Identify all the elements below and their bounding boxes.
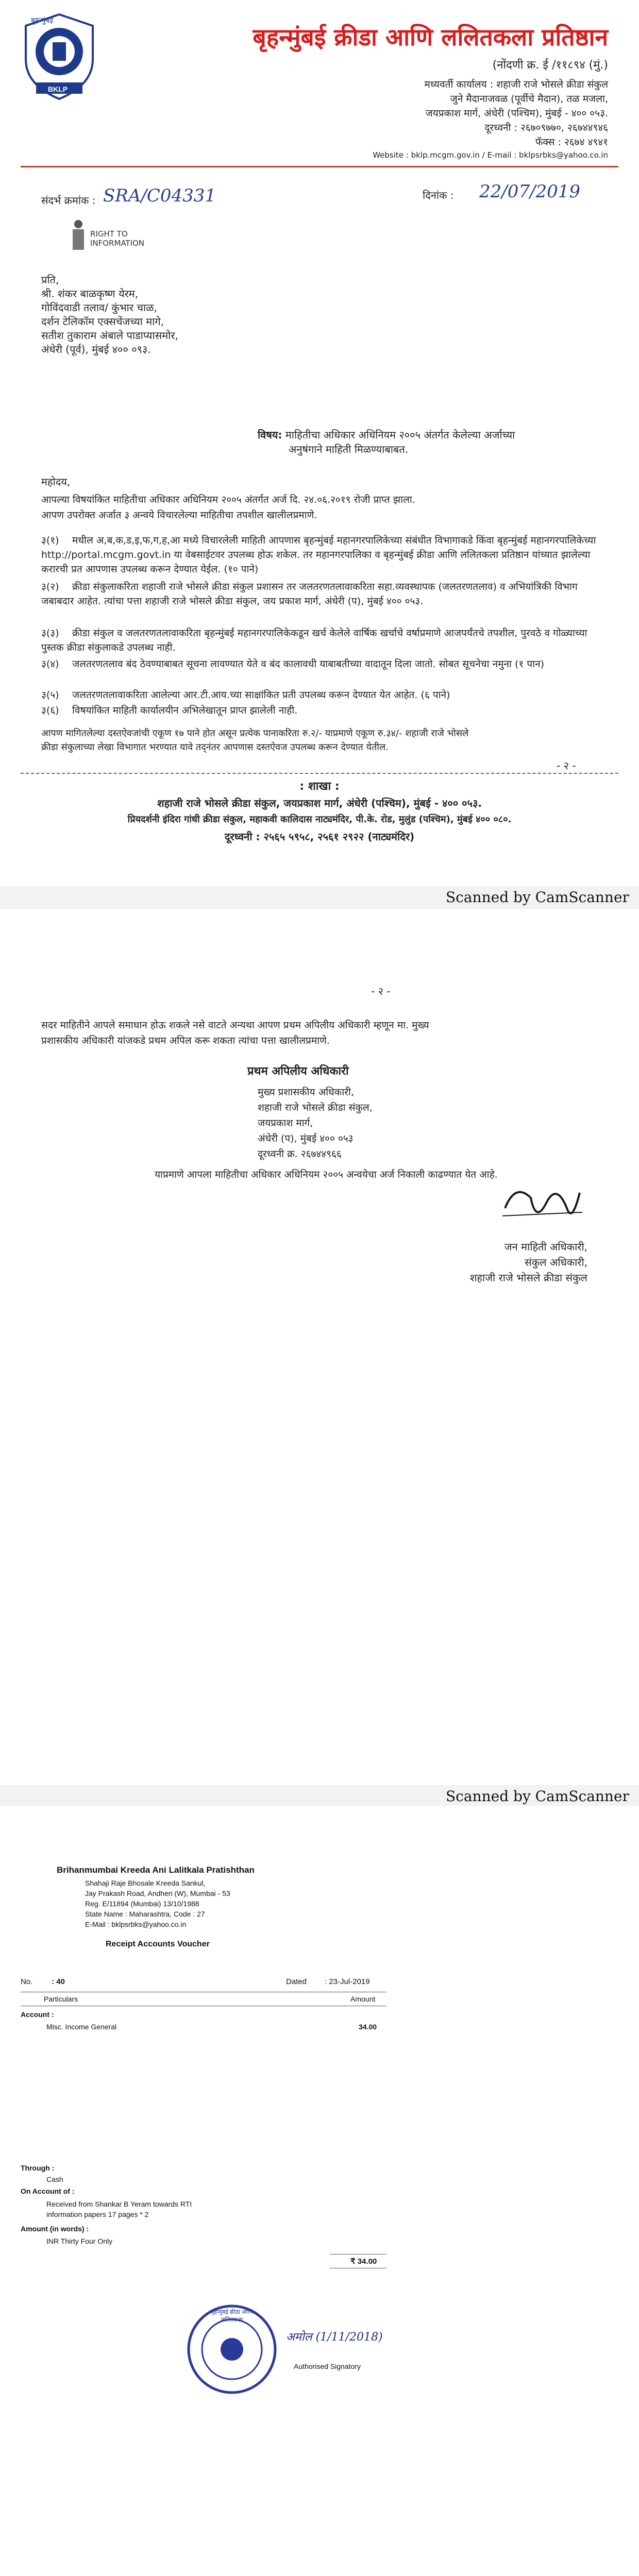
org-title: बृहन्मुंबई क्रीडा आणि ललितकला प्रतिष्ठान xyxy=(253,23,608,51)
total-rule xyxy=(330,2254,386,2255)
item-text: विषयांकित माहिती कार्यालयीन अभिलेखातून प्राप्त झालेली नाही. xyxy=(72,705,298,716)
branch-address: प्रियदर्शनी इंदिरा गांधी क्रीडा संकुल, महाकवी कालिदास नाट्यमंदिर, पी.के. रोड, मुलुंड (पश्चिम), मुंबई ४०० ०८०. xyxy=(127,814,512,825)
seal-top-text: बृहन्मुंबई xyxy=(31,16,54,24)
rti-figure-icon xyxy=(70,219,87,251)
header-divider xyxy=(21,166,618,167)
branch-phone: दूरध्वनी : २५६५ ५९५८, २५६१ २९२२ (नाट्यमंदिर) xyxy=(224,831,415,843)
item-text: क्रीडा संकुलाकरिता शहाजी राजे भोसले क्रीडा संकुल प्रशासन तर जलतरणतलावाकरिता सहा.व्यवस्थापक (जलतरणतलाव) व अभियांत्रिकी विभाग जबाबदार आहेत. त्यांचा पत्ता शहाजी राजे भोसले क्रीडा संकुल, जय प्रकाश मार्ग, अंधेरी (प), मुंबई ४०० ०५३. xyxy=(41,581,578,607)
column-header-amount: Amount xyxy=(350,1995,376,2003)
answer-item xyxy=(41,580,598,608)
voucher-org-name: Brihanmumbai Kreeda Ani Lalitkala Pratishthan xyxy=(57,1865,255,1875)
subject-block xyxy=(258,428,608,456)
answer-item xyxy=(41,626,598,655)
on-account-line: information papers 17 pages * 2 xyxy=(46,2210,149,2218)
answer-item xyxy=(41,533,598,577)
item-number: ३(१) xyxy=(41,535,59,546)
date-value: 22/07/2019 xyxy=(479,181,580,202)
answer-item xyxy=(41,703,598,718)
signatory-line: शहाजी राजे भोसले क्रीडा संकुल xyxy=(469,1272,587,1284)
item-number: ३(२) xyxy=(41,581,59,592)
address-line: गोविंदवाडी तलाव/ कुंभार चाळ, xyxy=(41,301,157,314)
item-text: क्रीडा संकुल व जलतरणतलावाकरिता बृहन्मुंबई महानगरपालिकेकडून खर्च केलेले वार्षिक खर्चाचे वर्षाप्रमाणे आजपर्यंतचे तपशील, पुरवठे व गोळ्याच्या पुस्तक क्रीडा संकुलाकडे उपलब्ध नाही. xyxy=(41,628,587,653)
account-value: Misc. Income General xyxy=(46,2023,117,2031)
voucher-address xyxy=(85,1878,230,1929)
letter-page-2 xyxy=(0,909,639,1785)
on-account-line: Received from Shankar B Yeram towards RTI xyxy=(46,2200,192,2208)
recipient-address xyxy=(41,273,598,357)
address-line: जुने मैदानाजवळ (पूर्वीचे मैदान), तळ मजला, xyxy=(450,93,608,105)
address-line: श्री. शंकर बाळकृष्ण येरम, xyxy=(41,287,139,300)
account-amount: 34.00 xyxy=(359,2023,377,2031)
address-line: Jay Prakash Road, Andheri (W), Mumbai - 53 xyxy=(85,1889,230,1897)
intro-line: आपण उपरोक्त अर्जात ३ अन्वये विचारलेल्या माहितीचा तपशील खालीलप्रमाणे. xyxy=(41,510,317,521)
voucher-no-value: : 40 xyxy=(52,1977,65,1986)
footer-divider xyxy=(21,773,618,774)
item-number: ३(६) xyxy=(41,705,59,716)
account-label: Account : xyxy=(21,2010,54,2019)
closing-paragraph xyxy=(41,726,598,754)
scanner-footer: Scanned by CamScanner xyxy=(446,1788,629,1805)
ref-label: संदर्भ क्रमांक : xyxy=(41,194,96,207)
through-label: Through : xyxy=(21,2164,55,2172)
column-header-particulars: Particulars xyxy=(44,1995,78,2003)
address-line: जयप्रकाश मार्ग, अंधेरी (पश्चिम), मुंबई - ४०० ०५३. xyxy=(425,108,608,119)
rti-logo-line: INFORMATION xyxy=(90,239,145,248)
signatory-line: जन माहिती अधिकारी, xyxy=(504,1241,587,1253)
address-line: State Name : Maharashtra, Code : 27 xyxy=(85,1910,205,1918)
closing-line: आपण मागितलेल्या दस्तऐवजांची एकूण १७ पाने होत असून प्रत्येक पानाकरिता रु.२/- याप्रमाणे एकूण रु.३४/- शहाजी राजे भोसले xyxy=(41,728,469,739)
registration-number: (नोंदणी क्र. ई /११८९४ (मुं.) xyxy=(492,59,608,72)
on-account-label: On Account of : xyxy=(21,2187,75,2195)
fax-line: फॅक्स : २६७४ ४९४१ xyxy=(535,137,608,148)
date-label: दिनांक : xyxy=(423,189,454,201)
address-line: अंधेरी (प), मुंबई ४०० ०५३ xyxy=(258,1133,354,1144)
appeal-paragraph xyxy=(41,1018,598,1048)
signatory-block xyxy=(392,1239,587,1285)
address-line: जयप्रकाश मार्ग, xyxy=(258,1117,313,1129)
intro-paragraph xyxy=(41,492,598,523)
branch-address: शहाजी राजे भोसले क्रीडा संकुल, जयप्रकाश मार्ग, अंधेरी (पश्चिम), मुंबई - ४०० ०५३. xyxy=(157,797,482,809)
address-line: प्रति, xyxy=(41,274,59,286)
amount-words-value: INR Thirty Four Only xyxy=(46,2237,113,2245)
act-line: याप्रमाणे आपला माहितीचा अधिकार अधिनियम २००५ अन्वयेचा अर्ज निकाली काढण्यात येत आहे. xyxy=(155,1169,498,1180)
through-value: Cash xyxy=(46,2175,63,2183)
page-number: - २ - xyxy=(371,985,391,997)
phone-line: दूरध्वनी : २६७०९७७०, २६७४४९४६ xyxy=(484,122,608,133)
closing-line: क्रीडा संकुलाच्या लेखा विभागात भरण्यात यावे तद्नंतर आपणास दस्तऐवज उपलब्ध करून देण्यात येतील. xyxy=(41,742,389,753)
ref-number: SRA/C04331 xyxy=(103,185,216,206)
address-line: मुख्य प्रशासकीय अधिकारी, xyxy=(258,1087,354,1098)
address-line: सतीश तुकाराम अंबाले पाडाप्यासमोर, xyxy=(41,329,178,342)
address-line: E-Mail : bklpsrbks@yahoo.co.in xyxy=(85,1920,187,1928)
answer-item xyxy=(41,657,598,671)
rti-logo-line: RIGHT TO xyxy=(90,229,128,239)
item-number: ३(४) xyxy=(41,658,59,670)
appeal-line: प्रशासकीय अधिकारी यांजकडे प्रथम अपिल करू शकता त्यांचा पत्ता खालीलप्रमाणे. xyxy=(41,1035,330,1046)
voucher-dated-label: Dated xyxy=(286,1977,307,1986)
on-account-text xyxy=(46,2199,192,2219)
voucher-title: Receipt Accounts Voucher xyxy=(106,1940,210,1948)
address-line: Reg. E/11894 (Mumbai) 13/10/1988 xyxy=(85,1900,199,1908)
voucher-no-label: No. xyxy=(21,1977,33,1986)
subject-line: अनुषंगाने माहिती मिळण्याबाबत. xyxy=(289,443,409,455)
scanner-footer: Scanned by CamScanner xyxy=(446,889,629,906)
item-text: मधील अ,ब,क,ड,इ,फ,ग,ह,आ मध्ये विचारलेली माहिती आपणास बृहन्मुंबई महानगरपालिकेच्या संबंधीत विभागाकडे किंवा बृहन्मुंबई महानगरपालिकेच्या http://portal.mcgm.govt.in या वेबसाईटवर उपलब्ध होऊ शकेल. तर महानगरपालिका व बृहन्मुंबई क्रीडा आणि ललितकला प्रतिष्ठान यांच्यात झालेल्या करारची प्रत आपणास उपलब्ध करून देण्यात येईल. (१० पाने) xyxy=(41,535,596,575)
authorised-signatory-label: Authorised Signatory xyxy=(294,2362,361,2370)
intro-line: आपल्या विषयांकित माहितीचा अधिकार अधिनियम २००५ अंतर्गत अर्ज दि. २४.०६.२०१९ रोजी प्राप्त झाला. xyxy=(41,494,415,505)
voucher-dated-value: : 23-Jul-2019 xyxy=(325,1977,370,1986)
branch-title: : शाखा : xyxy=(299,780,340,793)
item-number: ३(३) xyxy=(41,628,59,639)
signatory-line: संकुल अधिकारी, xyxy=(525,1256,587,1268)
seal-bottom-text: BKLP xyxy=(48,85,68,93)
address-line: दूरध्वनी क्र. २६७४४९६६ xyxy=(258,1148,342,1160)
rti-logo-text xyxy=(90,229,144,248)
address-line: Shahaji Raje Bhosale Kreeda Sankul, xyxy=(85,1879,206,1887)
appellate-address xyxy=(258,1084,567,1162)
answer-item xyxy=(41,688,598,702)
voucher-total: ₹ 34.00 xyxy=(350,2257,377,2266)
appellate-title: प्रथम अपिलीय अधिकारी xyxy=(247,1065,349,1078)
letter-page-1 xyxy=(0,0,639,886)
address-line: मध्यवर्ती कार्यालय : शहाजी राजे भोसले क्रीडा संकुल xyxy=(424,79,608,90)
subject-label: विषय: xyxy=(258,429,282,441)
page-continued-marker: - २ - xyxy=(557,759,576,772)
item-number: ३(५) xyxy=(41,689,59,701)
amount-words-label: Amount (in words) : xyxy=(21,2225,89,2233)
item-text: जलतरणतलावाकरिता आलेल्या आर.टी.आय.च्या साक्षांकित प्रती उपलब्ध करून देण्यात येत आहेत. (६ पाने) xyxy=(72,689,450,701)
handwritten-signature xyxy=(495,1177,587,1234)
stamp-text: बृहन्मुंबई क्रीडा आणि ललितकला xyxy=(210,2309,254,2323)
item-text: जलतरणतलाव बंद ठेवण्याबाबत सूचना लावण्यात येते व बंद कालावधी याबाबतीच्या वादातून दिला जातो. सोबत सूचनेचा नमुना (१ पान) xyxy=(72,658,545,670)
address-line: शहाजी राजे भोसले क्रीडा संकुल, xyxy=(258,1102,373,1113)
authorised-signature: अमोल (1/11/2018) xyxy=(286,2331,383,2344)
appeal-line: सदर माहितीने आपले समाधान होऊ शकले नसे वाटते अन्यथा आपण प्रथम अपिलीय अधिकारी म्हणून मा. मुख्य xyxy=(41,1020,429,1031)
subject-line: माहितीचा अधिकार अधिनियम २००५ अंतर्गत केलेल्या अर्जाच्या xyxy=(285,429,515,441)
address-line: अंधेरी (पूर्व), मुंबई ४०० ०९३. xyxy=(41,343,151,355)
address-line: दर्शन टेलिकॉम एक्सचेंजच्या मागे, xyxy=(41,315,164,328)
salutation: महोदय, xyxy=(41,476,71,488)
website-email-line: Website : bklp.mcgm.gov.in / E-mail : bklpsrbks@yahoo.co.in xyxy=(373,150,608,160)
